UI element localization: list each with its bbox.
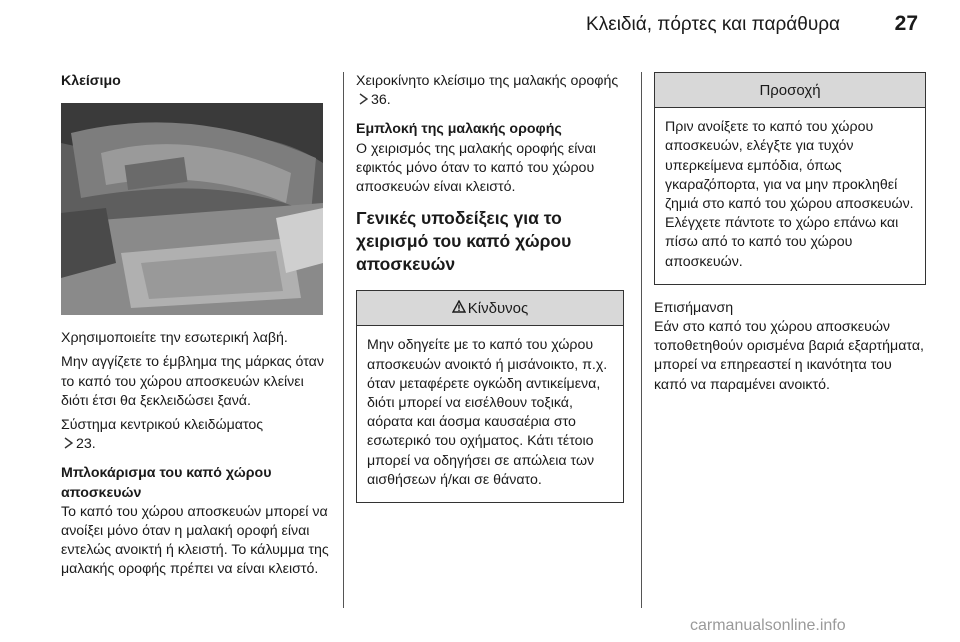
danger-box: [356, 290, 624, 503]
column-3: [654, 72, 926, 395]
caution-box: [654, 72, 926, 285]
reference-text: Σύστημα κεντρικού κλειδώματος: [61, 417, 264, 434]
danger-text: Μην οδηγείτε με το καπό του χώρου αποσκευών ανοικτό ή μισάνοικτο, π.χ. όταν μεταφέρετε ογκώδη αντικείμενα, διότι μπορεί να εισέλθουν τοξικά, αόρατα και άοσμα καυσαέρια στο εσωτερικό του οχήματος. Κάτι τέτοιο μπορεί να οδηγήσει σε απώλεια των αισθήσεων ή/και σε θάνατο.: [367, 337, 608, 488]
reference-text: Χειροκίνητο κλείσιμο της μαλακής οροφής: [356, 73, 619, 89]
column-1: [61, 72, 333, 580]
watermark: carmanualsonline.info: [690, 617, 846, 634]
paragraph: Μην αγγίζετε το έμβλημα της μάρκας όταν το καπό του χώρου αποσκευών κλείνει διότι έτσι θα ξεκλειδώσει ξανά.: [61, 354, 324, 409]
section-title: Γενικές υποδείξεις για το χειρισμό του καπό χώρου αποσκευών: [356, 208, 572, 275]
paragraph: [356, 72, 624, 110]
column-divider: [343, 72, 344, 608]
caution-text: Πριν ανοίξετε το καπό του χώρου αποσκευών, ελέγξτε για τυχόν υπερκείμενα εμπόδια, όπως γκαραζόπορτα, για να μην προκληθεί ζημιά στο καπό του χώρου αποσκευών. Ελέγχετε πάντοτε το χώρο επάνω και πίσω από το καπό του χώρου αποσκευών.: [665, 119, 914, 270]
trunk-lid-photo: [61, 103, 323, 315]
page-number: 27: [894, 12, 918, 35]
section-heading: Εμπλοκή της μαλακής οροφής: [356, 121, 562, 138]
section-heading: Μπλοκάρισμα του καπό χώρου αποσκευών: [61, 465, 272, 501]
reference-page[interactable]: 23.: [76, 436, 96, 453]
reference-page[interactable]: 36.: [371, 92, 391, 109]
note-text: Εάν στο καπό του χώρου αποσκευών τοποθετηθούν ορισμένα βαριά εξαρτήματα, μπορεί να επηρεαστεί η ικανότητα του καπό να παραμένει ανοικτό.: [654, 319, 924, 393]
paragraph: Ο χειρισμός της μαλακής οροφής είναι εφικτός μόνο όταν το καπό του χώρου αποσκευών είναι κλειστό.: [356, 140, 596, 196]
paragraph: Το καπό του χώρου αποσκευών μπορεί να ανοίξει μόνο όταν η μαλακή οροφή είναι εντελώς ανοικτή ή κλειστή. Το κάλυμμα της μαλακής οροφής πρέπει να είναι κλειστό.: [61, 503, 329, 578]
caution-box-header: Προσοχή: [655, 73, 925, 108]
note-heading: Επισήμανση: [654, 299, 734, 316]
section-heading: Κλείσιμο: [61, 73, 121, 89]
column-2: [356, 72, 624, 503]
paragraph: Χρησιμοποιείτε την εσωτερική λαβή.: [61, 330, 288, 347]
page-title: Κλειδιά, πόρτες και παράθυρα: [586, 14, 840, 35]
page-reference-arrow-icon: [64, 437, 73, 449]
danger-title: Κίνδυνος: [467, 300, 529, 318]
page-header: [0, 0, 960, 56]
danger-box-header: [357, 291, 623, 326]
warning-triangle-icon: [452, 300, 466, 313]
page-reference-arrow-icon: [359, 93, 368, 105]
paragraph: [61, 416, 333, 454]
column-divider: [641, 72, 642, 608]
